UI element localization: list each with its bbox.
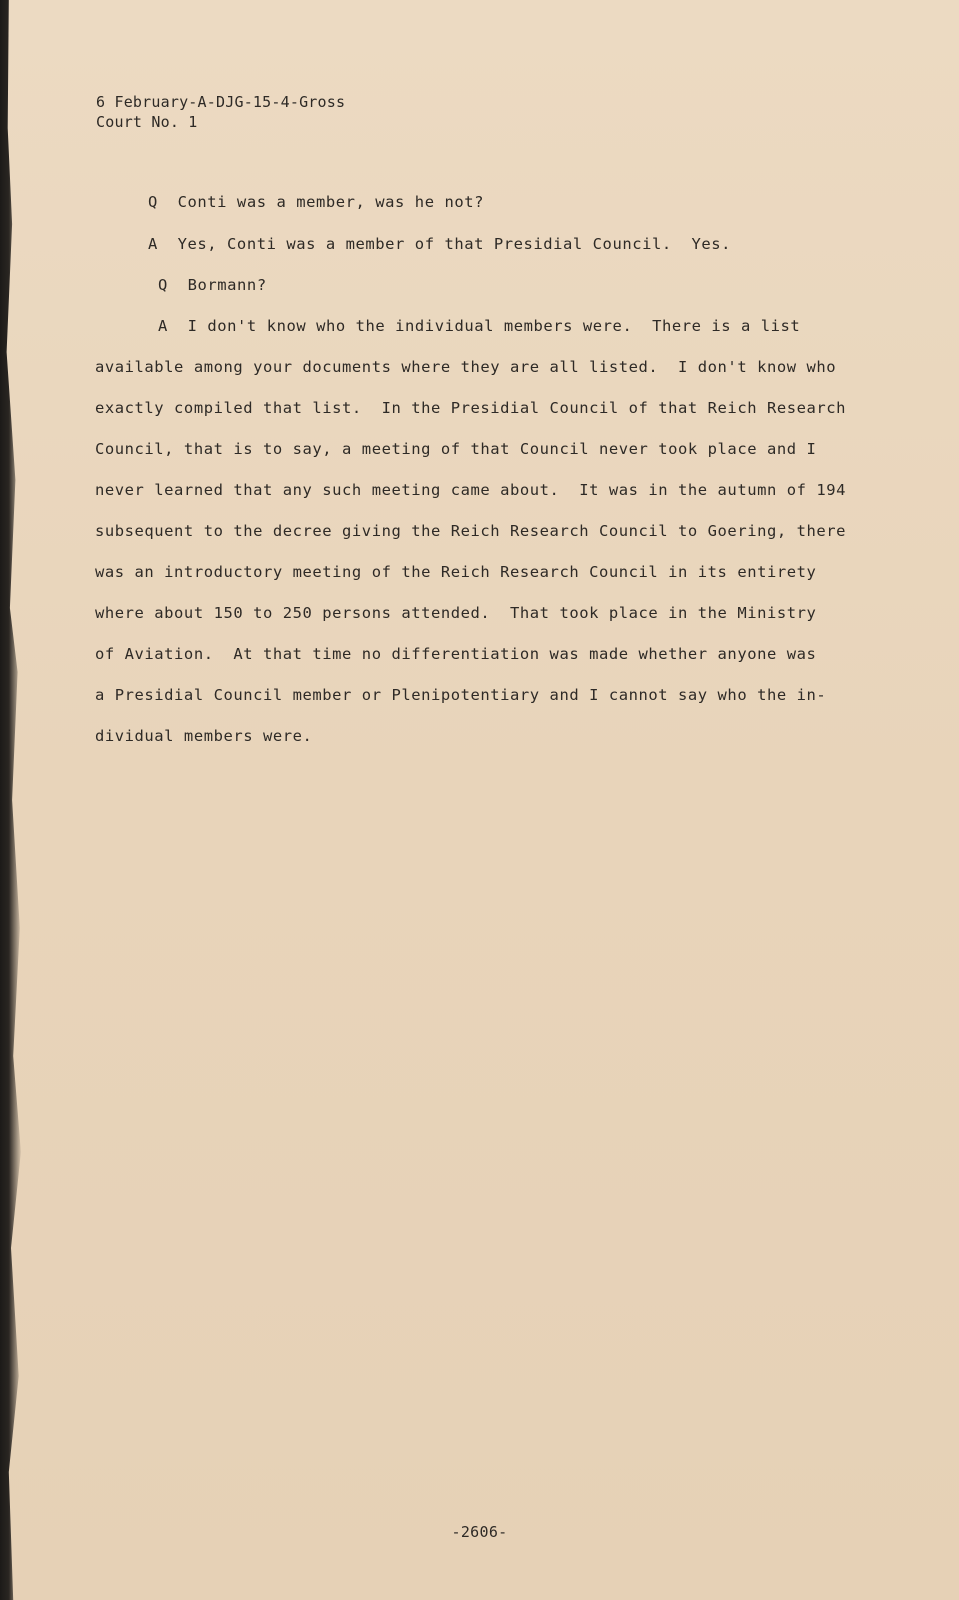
- testimony-line: Q Bormann?: [158, 276, 267, 294]
- testimony-line: available among your documents where they are all listed. I don't know who: [95, 358, 837, 376]
- testimony-line: A Yes, Conti was a member of that Presidial Council. Yes.: [148, 235, 732, 253]
- testimony-line: was an introductory meeting of the Reich Research Council in its entirety: [95, 563, 817, 581]
- testimony-line: A I don't know who the individual members were. There is a list: [158, 317, 801, 335]
- header-court: Court No. 1: [96, 113, 198, 131]
- testimony-line: Q Conti was a member, was he not?: [148, 193, 484, 211]
- testimony-line: Council, that is to say, a meeting of that Council never took place and I: [95, 440, 817, 458]
- page-number: -2606-: [451, 1523, 508, 1541]
- testimony-line: a Presidial Council member or Plenipotentiary and I cannot say who the in-: [95, 686, 827, 704]
- testimony-line: subsequent to the decree giving the Reich Research Council to Goering, there: [95, 522, 847, 540]
- header-reference: 6 February-A-DJG-15-4-Gross: [96, 93, 346, 111]
- testimony-line: dividual members were.: [95, 727, 313, 745]
- testimony-line: exactly compiled that list. In the Presidial Council of that Reich Research: [95, 399, 847, 417]
- document-header: [96, 92, 345, 132]
- testimony-line: of Aviation. At that time no differentiation was made whether anyone was: [95, 645, 817, 663]
- testimony-line: where about 150 to 250 persons attended. That took place in the Ministry: [95, 604, 817, 622]
- testimony-line: never learned that any such meeting came about. It was in the autumn of 194: [95, 481, 847, 499]
